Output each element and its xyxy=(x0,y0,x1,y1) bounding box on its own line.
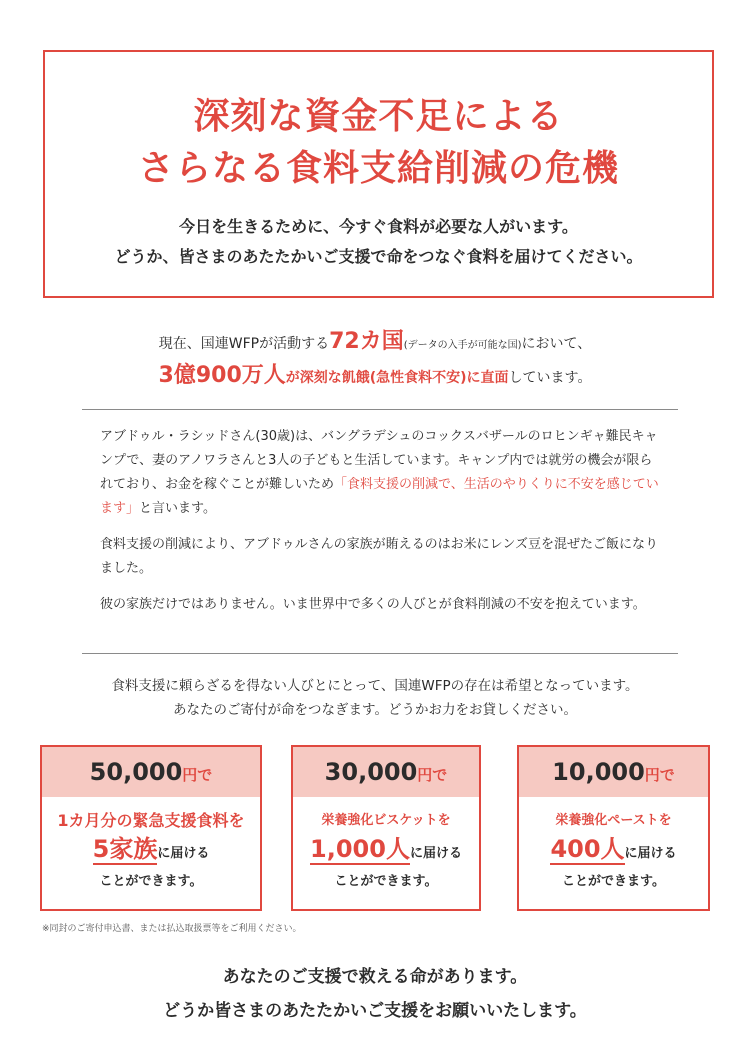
story-paragraph-3: 彼の家族だけではありません。いま世界中で多くの人びとが食料削減の不安を抱えています。 xyxy=(100,597,646,612)
footer-appeal xyxy=(0,960,750,1028)
donation-amount-header xyxy=(519,747,708,797)
headline-line-1: 深刻な資金不足による xyxy=(193,95,564,137)
data-availability-note: (データの入手が可能な国) xyxy=(403,340,522,351)
donation-result: ことができます。 xyxy=(562,874,665,889)
donation-unit: 円で xyxy=(417,766,448,784)
donation-amount-header xyxy=(293,747,479,797)
donation-item: 栄養強化ビスケットを xyxy=(321,813,451,828)
headline-line-2: さらなる食料支給削減の危機 xyxy=(137,147,619,189)
donation-item: 栄養強化ペーストを xyxy=(555,813,672,828)
lead-line-1: 今日を生きるために、今すぐ食料が必要な人がいます。 xyxy=(179,217,578,236)
stat-line-2 xyxy=(0,361,750,393)
donation-recipients: 400人 xyxy=(550,835,625,863)
stat-line-1-suffix: において、 xyxy=(521,336,592,352)
donation-verb: に届ける xyxy=(157,846,210,861)
donation-options xyxy=(40,745,710,911)
donation-verb: に届ける xyxy=(624,846,677,861)
donation-description xyxy=(293,797,479,896)
story-paragraph-2: 食料支援の削減により、アブドゥルさんの家族が賄えるのはお米にレンズ豆を混ぜたご飯になりました。 xyxy=(100,537,658,576)
statistic-block xyxy=(0,327,750,393)
lead-line-2: どうか、皆さまのあたたかいご支援で命をつなぐ食料を届けてください。 xyxy=(114,247,643,266)
stat-line-1 xyxy=(0,327,750,361)
donation-unit: 円で xyxy=(182,766,213,784)
donation-box-10000 xyxy=(517,745,710,911)
closing-line-2: あなたのご寄付が命をつなぎます。どうかお力をお貸しください。 xyxy=(173,702,577,718)
donation-recipients: 1,000人 xyxy=(310,835,410,863)
story-text xyxy=(100,425,660,629)
donation-box-50000 xyxy=(40,745,262,911)
hunger-phrase: が深刻な飢餓(急性食料不安)に直面 xyxy=(285,370,509,386)
donation-amount: 30,000 xyxy=(324,758,418,786)
headline xyxy=(45,90,712,194)
story-p1-text: アブドゥル・ラシッドさん(30歳)は、バングラデシュのコックスバザールのロヒンギャ難民キャンプで、妻のアノワラさんと3人の子どもと生活しています。キャンプ内では就労の機会が限られており、お金を稼ぐことが難しいため xyxy=(100,429,658,492)
people-count: 3億900万人 xyxy=(158,363,286,388)
lead-text xyxy=(45,212,712,272)
donation-item: 1カ月分の緊急支援食料を xyxy=(57,811,245,830)
stat-prefix: 現在、国連WFPが活動する xyxy=(158,336,330,352)
donation-description xyxy=(519,797,708,896)
donation-result: ことができます。 xyxy=(334,874,438,889)
divider-top xyxy=(82,409,678,410)
donation-amount: 50,000 xyxy=(89,758,183,786)
donation-amount: 10,000 xyxy=(552,758,645,786)
footer-line-1: あなたのご支援で救える命があります。 xyxy=(222,967,528,987)
donation-unit: 円で xyxy=(644,766,675,784)
donation-verb: に届ける xyxy=(409,846,462,861)
story-quote: 「食料支援の削減で、生活のやりくりに不安を感じています」 xyxy=(100,477,659,516)
closing-line-1: 食料支援に頼らざるを得ない人びとにとって、国連WFPの存在は希望となっています。 xyxy=(111,678,639,694)
divider-bottom xyxy=(82,653,678,654)
donation-result: ことができます。 xyxy=(99,874,203,889)
donation-box-30000 xyxy=(291,745,481,911)
footer-line-2: どうか皆さまのあたたかいご支援をお願いいたします。 xyxy=(163,1001,587,1021)
story-p1-end: と言います。 xyxy=(139,501,216,516)
closing-text xyxy=(0,674,750,722)
headline-box xyxy=(43,50,714,298)
donation-description xyxy=(42,797,260,896)
payment-note: ※同封のご寄付申込書、または払込取扱票等をご利用ください。 xyxy=(42,924,302,934)
donation-recipients: 5家族 xyxy=(92,835,158,863)
donation-amount-header xyxy=(42,747,260,797)
story-paragraph-1 xyxy=(100,425,660,521)
stat-line-2-suffix: しています。 xyxy=(508,370,592,386)
country-count: 72カ国 xyxy=(329,329,404,354)
